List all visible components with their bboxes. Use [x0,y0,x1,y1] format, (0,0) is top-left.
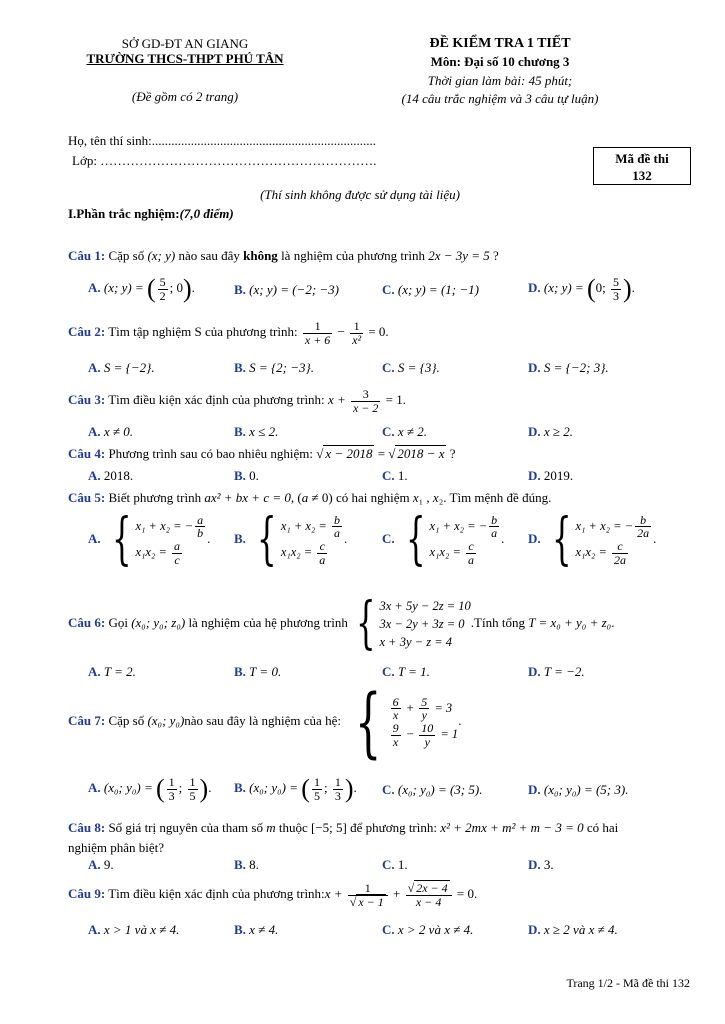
q7-d-label: D. [528,782,541,797]
q1-option-b[interactable]: B. (x; y) = (−2; −3) [234,282,340,297]
q2-d-text: S = {−2; 3}. [543,360,609,375]
q5-option-d[interactable]: D. { x₁ + x₂ = − $\frac{b}{2a}$ x₁x₂ = $\frac{c}{2a}$ . [528,507,657,572]
question-4: Câu 4: Phương trình sau có bao nhiêu nghiệm: √ x − 2018 = √ 2018 − x ? [68,446,456,461]
q8-d-text: 3. [543,857,554,872]
q8-text-d: có hai [586,820,619,835]
q9-b-text: x ≠ 4. [249,922,279,937]
q1-label: Câu 1: [68,248,106,263]
q8-option-c[interactable] [382,857,408,873]
q7-b-label: B. [234,780,246,796]
question-6: Câu 6: Gọi (x₀; y₀; z₀) là nghiệm của hệ phương trình { 3x + 5y − 2z = 10 3x − 2y + 3z = 0 x + 3y − z = 4 .Tính tổng T = x₀ + y₀ + z₀. [68,591,615,656]
q4-c-label: C. [382,468,395,483]
q3-b-text: x ≤ 2. [249,424,279,439]
question-8: Câu 8: Số giá trị nguyên của tham số m thuộc [−5; 5] để phương trình: x² + 2mx + m² + m − 3 = 0 có hai [68,820,619,835]
q3-label: Câu 3: [68,392,106,408]
q3-a-text: x ≠ 0. [103,424,134,439]
q2-option-d[interactable] [528,360,609,376]
q4-d-text: 2019. [543,468,574,483]
q1-d-label: D. [528,280,541,296]
q8-b-text: 8. [249,857,259,872]
q4-a-label: A. [88,468,101,483]
q2-text: Tìm tập nghiệm S của phương trình: [108,324,298,340]
q8-text-c: để phương trình: [350,820,437,835]
q9-d-label: D. [528,922,541,937]
header-dept: SỞ GD-ĐT AN GIANG [121,36,249,51]
q6-c-text: T = 1. [397,664,430,679]
q8-a-text: 9. [103,857,114,872]
q3-option-a[interactable] [88,424,133,440]
q7-label: Câu 7: [68,712,106,728]
q3-option-d[interactable] [528,424,573,440]
q5-option-c[interactable]: C. { x₁ + x₂ = − $\frac{b}{a}$ x₁x₂ = $\frac{c}{a}$ . [382,507,505,572]
q6-option-c[interactable] [382,664,430,680]
q1-b-label: B. [234,282,246,297]
q3-d-label: D. [528,424,541,439]
q5-option-b[interactable]: B. { x₁ + x₂ = $\frac{b}{a}$ x₁x₂ = $\frac{c}{a}$ . [234,507,348,572]
q5-option-a[interactable]: A. { x₁ + x₂ = − $\frac{a}{b}$ x₁x₂ = $\frac{a}{c}$ . [88,507,211,572]
section-title-text: I.Phần trắc nghiệm: [68,206,180,221]
q7-a-label: A. [88,780,101,796]
q6-text-a: Gọi [108,614,128,630]
q3-a-label: A. [88,424,101,439]
q9-label: Câu 9: [68,886,106,902]
q3-d-text: x ≥ 2. [543,424,574,439]
q9-b-label: B. [234,922,246,937]
q5-a-label: A. [88,530,101,546]
student-name-line: Họ, tên thí sinh:..................................................................... [68,133,377,148]
q8-text-b: thuộc [278,820,308,835]
q5-text-c: . Tìm mệnh đề đúng. [443,490,552,505]
q4-c-text: 1. [397,468,408,483]
q6-d-text: T = −2. [543,664,585,679]
header-pages-note: (Đề gồm có 2 trang) [131,89,239,104]
q1-a-label: A. [88,280,101,296]
q6-text-c: .Tính tổng [470,614,525,630]
exam-time: Thời gian làm bài: 45 phút; [427,73,573,88]
q5-c-label: C. [382,530,395,546]
question-2: Câu 2: Tìm tập nghiệm S của phương trình: $\frac{1}{x + 6}$ − $\frac{1}{\text{x²}}$ = 0. [68,319,389,347]
q9-option-a[interactable] [88,922,179,938]
question-7: Câu 7: Cặp số (x₀; y₀)nào sau đây là nghiệm của hệ: { $\frac{6}{x}$ + $\frac{5}{y}$ = 3 $\frac{9}{x}$ − $\frac{10}{y}$ = 1 . [68,677,462,766]
q6-text-b: là nghiệm của hệ phương trình [188,614,348,630]
q4-d-label: D. [528,468,541,483]
q3-c-text: x ≠ 2. [397,424,428,439]
q4-option-a[interactable] [88,468,133,484]
q6-option-d[interactable] [528,664,585,680]
q7-c-label: C. [382,782,395,797]
q2-option-c[interactable] [382,360,440,376]
q3-option-c[interactable] [382,424,427,440]
q6-b-label: B. [234,664,246,679]
q9-a-text: x > 1 và x ≠ 4. [103,922,180,937]
q5-d-label: D. [528,530,541,546]
q8-label: Câu 8: [68,820,106,835]
q1-bold: không [243,248,278,263]
q7-option-c[interactable]: C. (x₀; y₀) = (3; 5). [382,782,483,797]
q6-option-a[interactable] [88,664,136,680]
q8-text-e: nghiệm phân biệt? [68,840,165,855]
exam-code-box [593,147,691,185]
q3-option-b[interactable] [234,424,278,440]
exam-code-value: 132 [632,168,652,183]
q4-b-label: B. [234,468,246,483]
q2-label: Câu 2: [68,324,106,340]
q5-text-b: có hai nghiệm [335,490,410,505]
exam-subject: Môn: Đại số 10 chương 3 [430,54,570,69]
q5-b-label: B. [234,530,246,546]
q9-a-label: A. [88,922,101,937]
q9-c-text: x > 2 và x ≠ 4. [397,922,474,937]
q8-c-label: C. [382,857,395,872]
question-5: Câu 5: Biết phương trình ax² + bx + c = 0, (a ≠ 0) có hai nghiệm x₁ , x₂. Tìm mệnh đề đúng. [68,490,552,505]
q2-b-text: S = {2; −3}. [249,360,314,375]
q1-option-d[interactable]: D. (x; y) = (0; $\frac{5}{3}$ ). [528,274,635,304]
q1-option-a[interactable]: A. (x; y) = ( $\frac{5}{2}$ ; 0). [88,274,195,304]
q5-label: Câu 5: [68,490,106,505]
q9-text: Tìm điều kiện xác định của phương trình: [108,886,325,902]
q2-c-label: C. [382,360,395,375]
q4-a-text: 2018. [103,468,134,483]
q7-text-b: nào sau đây là nghiệm của hệ: [184,712,341,728]
q4-b-text: 0. [249,468,259,483]
q8-option-a[interactable] [88,857,114,873]
q2-a-text: S = {−2}. [103,360,155,375]
student-class-line: Lớp: ………………………………………………………. [72,153,377,168]
q7-text-a: Cặp số [108,712,145,728]
q9-c-label: C. [382,922,395,937]
q9-option-c[interactable] [382,922,473,938]
student-note: (Thí sinh không được sử dụng tài liệu) [260,187,460,202]
q9-option-d[interactable] [528,922,618,938]
q8-text-a: Số giá trị nguyên của tham số [108,820,263,835]
q6-a-text: T = 2. [103,664,136,679]
q1-c-label: C. [382,282,395,297]
q6-a-label: A. [88,664,101,679]
q4-label: Câu 4: [68,446,106,461]
q2-option-a[interactable] [88,360,155,376]
q8-a-label: A. [88,857,101,872]
q4-text: Phương trình sau có bao nhiêu nghiệm: [108,446,314,461]
q1-text-a: Cặp số [108,248,145,263]
q6-label: Câu 6: [68,614,106,630]
q6-d-label: D. [528,664,541,679]
q8-c-text: 1. [397,857,408,872]
q9-option-b[interactable] [234,922,278,938]
q3-b-label: B. [234,424,246,439]
q6-option-b[interactable] [234,664,281,680]
q2-option-b[interactable] [234,360,314,376]
q7-option-b[interactable]: B. (x₀; y₀) = ( $\frac{1}{5}$ ; $\frac{1}{3}$ ). [234,774,357,804]
page-footer: Trang 1/2 - Mã đề thi 132 [566,976,690,990]
q9-d-text: x ≥ 2 và x ≠ 4. [543,922,618,937]
header-school: TRƯỜNG THCS-THPT PHÚ TÂN [86,51,284,66]
q6-b-text: T = 0. [249,664,282,679]
q8-d-label: D. [528,857,541,872]
q8-b-label: B. [234,857,246,872]
q4-option-c[interactable] [382,468,408,484]
q3-c-label: C. [382,424,395,439]
exam-title: ĐỀ KIỂM TRA 1 TIẾT [429,36,571,51]
q5-text-a: Biết phương trình [108,490,202,505]
q1-option-c[interactable]: C. (x; y) = (1; −1) [382,282,479,297]
q4-option-d[interactable] [528,468,573,484]
q3-text: Tìm điều kiện xác định của phương trình: [108,392,325,408]
q8-option-d[interactable] [528,857,554,873]
exam-code-label: Mã đề thi [615,151,669,166]
q7-option-d[interactable]: D. (x₀; y₀) = (5; 3). [528,782,629,797]
q4-option-b[interactable] [234,468,259,484]
question-9: Câu 9: Tìm điều kiện xác định của phương trình:x + $\frac{1}{√ x - 1}$ + $\frac{√ 2x - 4}{x - 4}$ = 0. [68,881,478,909]
q2-d-label: D. [528,360,541,375]
q1-text-c: là nghiệm của phương trình [281,248,425,263]
question-1: Câu 1: Cặp số (x; y) nào sau đây không là nghiệm của phương trình 2x − 3y = 5 ? [68,248,499,263]
section-title [68,206,234,222]
q1-text-b: nào sau đây [178,248,240,263]
q2-a-label: A. [88,360,101,375]
q6-c-label: C. [382,664,395,679]
q8-option-b[interactable] [234,857,259,873]
exam-structure: (14 câu trắc nghiệm và 3 câu tự luận) [401,91,599,106]
question-3: Câu 3: Tìm điều kiện xác định của phương trình: x + $\frac{3}{x - 2}$ = 1. [68,387,407,415]
q7-option-a[interactable]: A. (x₀; y₀) = ( $\frac{1}{3}$ ; $\frac{1}{5}$ ). [88,774,212,804]
q2-c-text: S = {3}. [397,360,440,375]
section-points: (7,0 điểm) [179,206,234,221]
q2-b-label: B. [234,360,246,375]
